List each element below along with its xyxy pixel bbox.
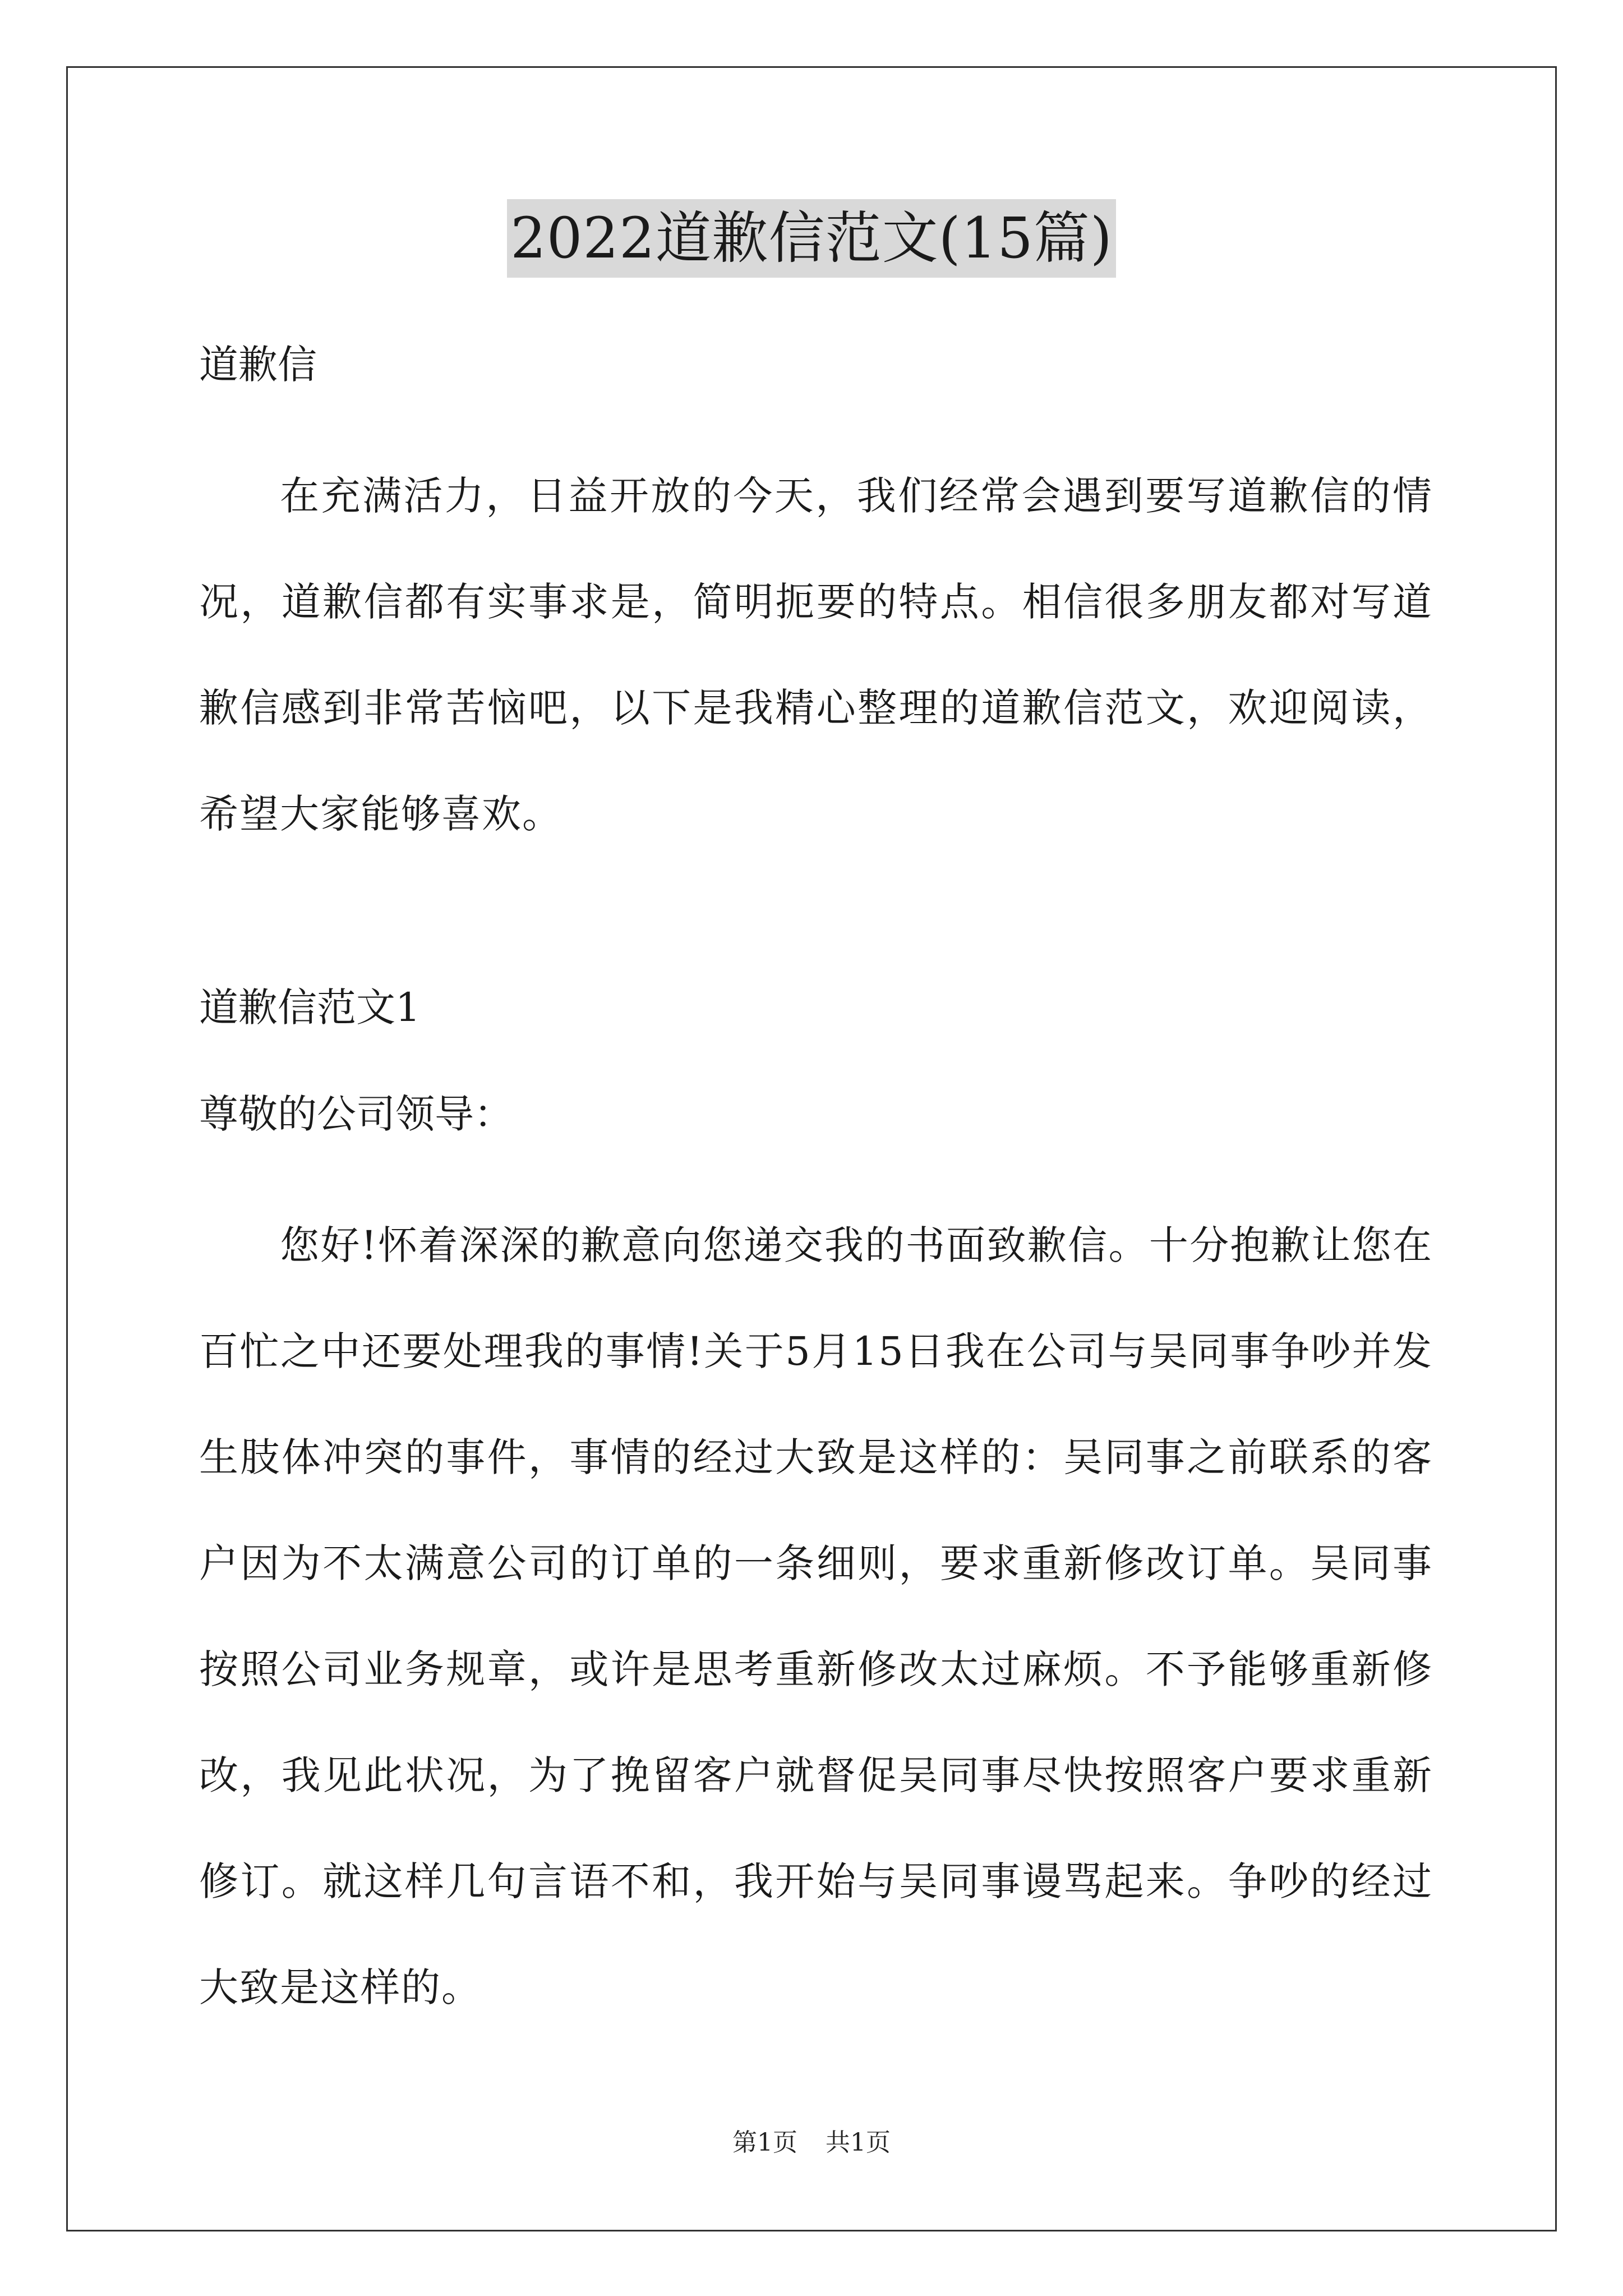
intro-paragraph: 在充满活力，日益开放的今天，我们经常会遇到要写道歉信的情况，道歉信都有实事求是，简明扼要的特点。相信很多朋友都对写道歉信感到非常苦恼吧，以下是我精心整理的道歉信范文，欢迎阅读，希望大家能够喜欢。: [199, 473, 1433, 837]
page-footer: [0, 2126, 1623, 2160]
body-paragraph: 您好!怀着深深的歉意向您递交我的书面致歉信。十分抱歉让您在百忙之中还要处理我的事情!关于5月15日我在公司与吴同事争吵并发生肢体冲突的事件，事情的经过大致是这样的：吴同事之前联系的客户因为不太满意公司的订单的一条细则，要求重新修改订单。吴同事按照公司业务规章，或许是思考重新修改太过麻烦。不予能够重新修改，我见此状况，为了挽留客户就督促吴同事尽快按照客户要求重新修订。就这样几句言语不和，我开始与吴同事谩骂起来。争吵的经过大致是这样的。: [199, 1222, 1433, 2010]
sample-heading: 道歉信范文1: [199, 984, 421, 1030]
page-total: 共1页: [826, 2128, 891, 2157]
spacer: [199, 1142, 1433, 1193]
spacer: [199, 867, 1433, 979]
spacer: [199, 1036, 1433, 1086]
document-body: [199, 337, 1433, 2041]
spacer: [199, 393, 1433, 443]
title-container: [0, 199, 1623, 278]
page-number: 第1页: [732, 2128, 797, 2157]
document-title: 2022道歉信范文(15篇): [507, 199, 1116, 278]
section-heading: 道歉信: [199, 342, 317, 388]
salutation: 尊敬的公司领导：: [199, 1091, 513, 1137]
